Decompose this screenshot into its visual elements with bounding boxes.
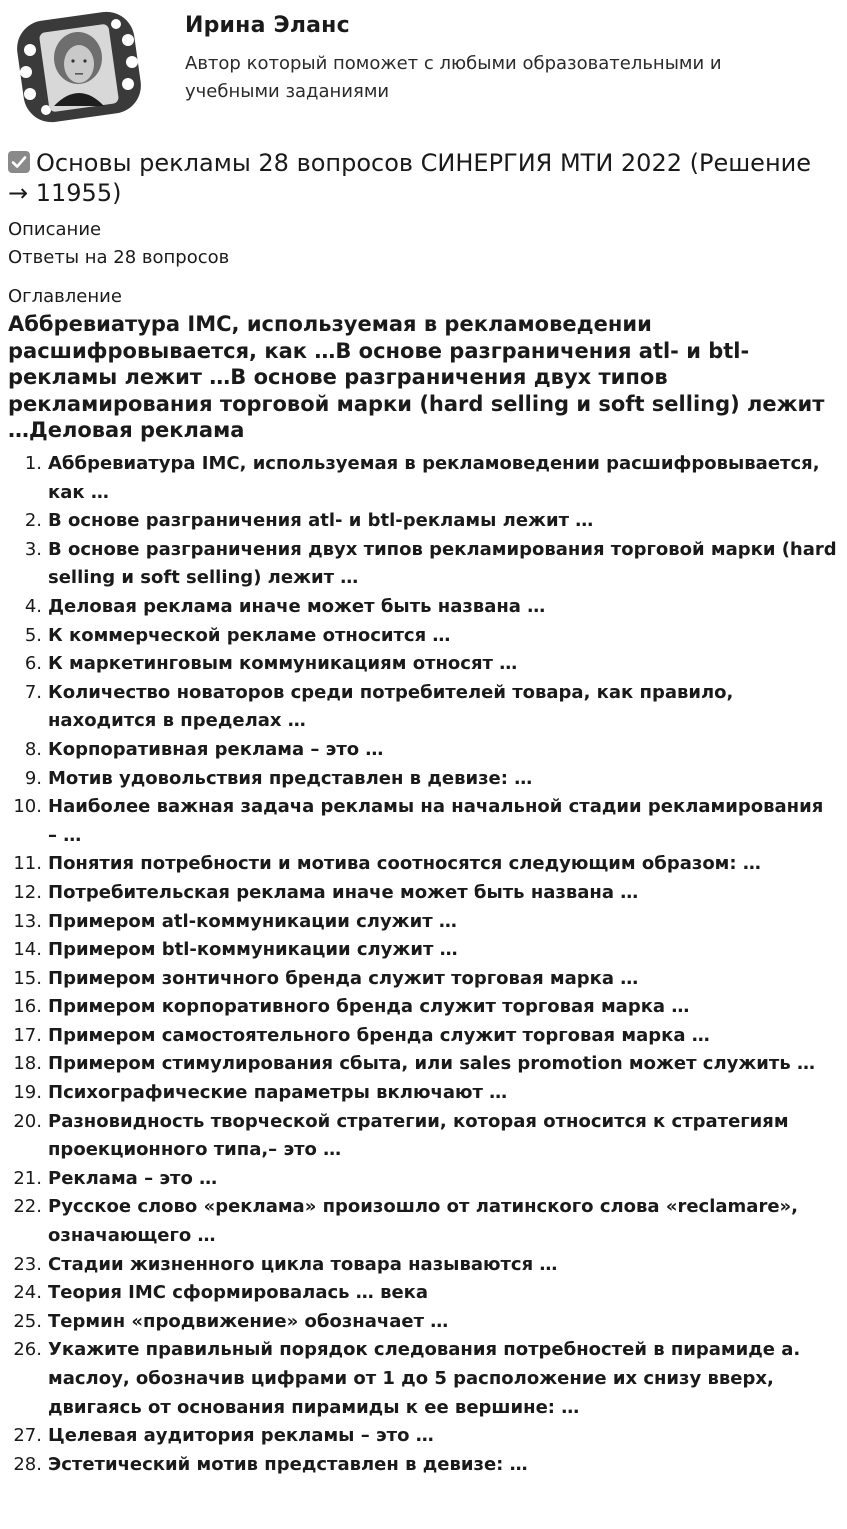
question-text: Примером стимулирования сбыта, или sales promotion может служить … — [48, 1053, 815, 1075]
question-item — [0, 793, 847, 850]
question-item — [0, 650, 847, 679]
question-item — [0, 1165, 847, 1194]
question-item — [0, 908, 847, 937]
question-number: 14. — [13, 939, 42, 961]
work-title — [8, 148, 838, 208]
question-text: Теория IMC сформировалась … века — [48, 1282, 429, 1304]
question-item — [0, 736, 847, 765]
question-number: 28. — [13, 1453, 42, 1475]
question-number: 7. — [24, 681, 42, 703]
question-text: Стадии жизненного цикла товара называются … — [48, 1253, 558, 1275]
question-item — [0, 1422, 847, 1451]
avatar — [6, 6, 152, 128]
description-label: Описание — [8, 219, 102, 240]
checkmark-icon — [8, 151, 30, 173]
question-text: Количество новаторов среди потребителей товара, как правило, находится в пределах … — [48, 681, 734, 732]
question-item — [0, 1079, 847, 1108]
author-bio: Автор который поможет с любыми образовательными и учебными заданиями — [185, 53, 722, 102]
toc-heading: Аббревиатура IMC, используемая в рекламоведении расшифровывается, как …В основе разграничения atl- и btl-рекламы лежит …В основе разграничения двух типов рекламирования торговой марки (hard selling и soft selling) лежит …Деловая реклама — [8, 312, 825, 442]
question-text: Примером btl-коммуникации служит … — [48, 939, 458, 961]
question-number: 15. — [13, 967, 42, 989]
toc-label: Оглавление — [8, 286, 122, 307]
question-text: Примером atl-коммуникации служит … — [48, 910, 457, 932]
question-number: 4. — [24, 595, 42, 617]
question-number: 27. — [13, 1425, 42, 1447]
question-number: 8. — [24, 738, 42, 760]
question-item — [0, 993, 847, 1022]
question-number: 25. — [13, 1310, 42, 1332]
questions-list — [0, 450, 847, 1479]
avatar-film-frame-image — [6, 6, 152, 128]
question-item — [0, 965, 847, 994]
question-text: Примером самостоятельного бренда служит торговая марка … — [48, 1024, 710, 1046]
question-number: 6. — [24, 653, 42, 675]
question-text: Корпоративная реклама – это … — [48, 738, 384, 760]
question-text: Психографические параметры включают … — [48, 1082, 508, 1104]
question-number: 22. — [13, 1196, 42, 1218]
question-number: 24. — [13, 1282, 42, 1304]
question-number: 1. — [24, 453, 42, 474]
question-number: 11. — [13, 853, 42, 875]
question-text: К коммерческой рекламе относится … — [48, 624, 451, 646]
question-number: 9. — [24, 767, 42, 789]
question-number: 21. — [13, 1167, 42, 1189]
work-title-text: Основы рекламы 28 вопросов СИНЕРГИЯ МТИ 2022 (Решение → 11955) — [8, 149, 811, 207]
question-item — [0, 1251, 847, 1280]
question-item — [0, 765, 847, 794]
question-item — [0, 1336, 847, 1422]
question-item — [0, 1050, 847, 1079]
question-item — [0, 936, 847, 965]
question-text: В основе разграничения atl- и btl-рекламы лежит … — [48, 510, 594, 532]
question-text: Примером зонтичного бренда служит торговая марка … — [48, 967, 639, 989]
question-item — [0, 1279, 847, 1308]
question-number: 20. — [13, 1110, 42, 1132]
question-item — [0, 1022, 847, 1051]
author-name[interactable]: Ирина Эланс — [185, 13, 350, 38]
question-item — [0, 1451, 847, 1480]
question-number: 12. — [13, 881, 42, 903]
question-number: 5. — [24, 624, 42, 646]
question-number: 3. — [24, 538, 42, 560]
question-number: 23. — [13, 1253, 42, 1275]
question-item — [0, 507, 847, 536]
author-card — [0, 0, 847, 138]
question-number: 2. — [24, 510, 42, 532]
question-item — [0, 1193, 847, 1250]
question-item — [0, 850, 847, 879]
description-text: Ответы на 28 вопросов — [8, 247, 230, 268]
question-text: В основе разграничения двух типов рекламирования торговой марки (hard selling и soft selling) лежит … — [48, 538, 837, 589]
question-text: Потребительская реклама иначе может быть названа … — [48, 881, 639, 903]
question-text: К маркетинговым коммуникациям относят … — [48, 653, 518, 675]
question-text: Эстетический мотив представлен в девизе: … — [48, 1453, 528, 1475]
question-text: Укажите правильный порядок следования потребностей в пирамиде а. маслоу, обозначив цифрами от 1 до 5 расположение их снизу вверх, двигаясь от основания пирамиды к ее вершине: … — [48, 1339, 801, 1418]
question-number: 26. — [13, 1339, 42, 1361]
question-text: Деловая реклама иначе может быть названа … — [48, 595, 546, 617]
question-text: Реклама – это … — [48, 1167, 218, 1189]
question-text: Наиболее важная задача рекламы на начальной стадии рекламирования – … — [48, 796, 824, 846]
question-number: 18. — [13, 1053, 42, 1075]
question-number: 17. — [13, 1024, 42, 1046]
question-text: Примером корпоративного бренда служит торговая марка … — [48, 996, 690, 1018]
question-item — [0, 450, 847, 507]
question-item — [0, 679, 847, 736]
question-item — [0, 879, 847, 908]
question-item — [0, 1308, 847, 1337]
question-number: 10. — [13, 796, 42, 818]
question-text: Понятия потребности и мотива соотносятся следующим образом: … — [48, 853, 761, 875]
question-item — [0, 536, 847, 593]
question-number: 13. — [13, 910, 42, 932]
question-text: Термин «продвижение» обозначает … — [48, 1310, 449, 1332]
question-text: Разновидность творческой стратегии, которая относится к стратегиям проекционного типа,– это … — [48, 1110, 789, 1161]
question-item — [0, 622, 847, 651]
question-item — [0, 1108, 847, 1165]
question-number: 19. — [13, 1082, 42, 1104]
question-text: Целевая аудитория рекламы – это … — [48, 1425, 434, 1447]
question-text: Аббревиатура IMC, используемая в рекламоведении расшифровывается, как … — [48, 453, 820, 503]
question-item — [0, 593, 847, 622]
question-number: 16. — [13, 996, 42, 1018]
question-text: Русское слово «реклама» произошло от латинского слова «reclamare», означающего … — [48, 1196, 798, 1247]
question-text: Мотив удовольствия представлен в девизе: … — [48, 767, 533, 789]
